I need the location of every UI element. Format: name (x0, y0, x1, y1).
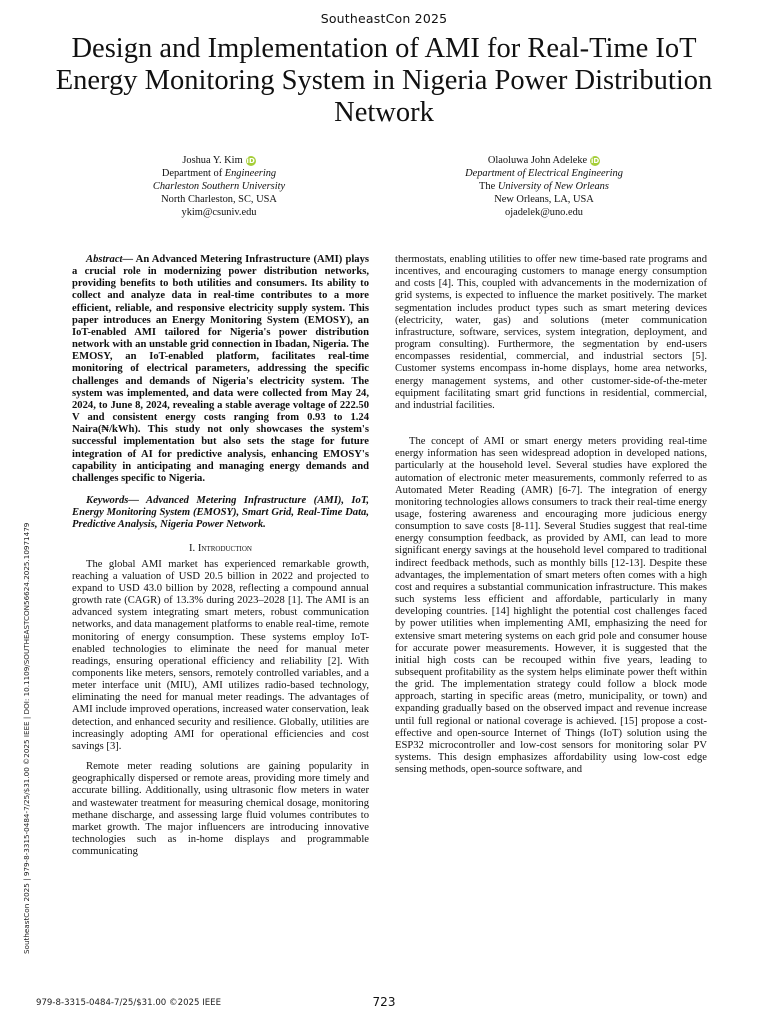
right-column (395, 254, 707, 776)
body-paragraph: The global AMI market has experienced remarkable growth, reaching a valuation of USD 20.5 billion in 2022 and projected to expand to USD 43.0 billion by 2028, reflecting a compound annual growth rate (CAGR) of 13.3% during 2023–2028 [1]. The AMI is an advanced system integrating smart meters, robust communication networks, and data management platforms to enable real-time, remote monitoring of energy consumption. These systems employ IoT-enabled technologies to eliminate the need for manual meter readings, ensuring operational efficiency and reliability [2]. With components like meters, sensors, remotely controlled variables, and a meter interface unit (MIU), AMI utilizes radio-based technology, eliminating the need for manual meter readings. The advantages of AMI include improved operations, increased water conservation, leak detection, and enhanced security and resilience. Globally, utilities are increasingly adopting AMI for operational efficiencies and cost savings [3]. (72, 558, 369, 752)
author-location: North Charleston, SC, USA (161, 194, 277, 205)
keywords-text: Advanced Metering Infrastructure (AMI), IoT, Energy Monitoring System (EMOSY), Smart Grid, Real-Time Data, Predictive Analysis, Nigeria Power Network. (72, 494, 369, 531)
page-number: 723 (372, 995, 396, 1009)
author-email[interactable]: ojadelek@uno.edu (505, 207, 583, 218)
doi-side-strip: SoutheastCon 2025 | 979-8-3315-0484-7/25/$31.00 ©2025 IEEE | DOI: 10.1109/SOUTHEASTCON56624.2025.10971479 (22, 522, 31, 954)
body-paragraph: The concept of AMI or smart energy meters providing real-time energy information has seen widespread adoption in developed nations, particularly at the household level. Several studies have explored the automation of electronic meter measurements, commonly referred to as Automated Meter Reading (AMR) [6-7]. The integration of energy monitoring technologies allows consumers to track their real-time energy usage, fostering awareness and encouraging more judicious energy consumption to save costs [8-11]. Several Studies suggest that real-time energy consumption feedback, as provided by AMI, can lead to more significant energy savings at the household level compared to traditional indirect feedback methods, such as monthly bills [12-13]. Despite these advantages, the implementation of smart meters often comes with a high cost and requires a substantial communication infrastructure. This makes such systems less efficient and affordable, particularly in many developing countries. [14] highlight the potential cost challenges faced by power utilities when implementing AMI, emphasizing the need for extensive smart metering systems on each grid pole and consumer house for accurate power measurements. However, it is suggested that the initial high costs can be recouped within five years, leading to subsequent profitability as the system helps eliminate power theft within the grid. The implementation strategy could follow a block mode approach, starting in specific areas (metro, municipality, or town) and expanding gradually based on the observed impact and revenue increase until full regional or national coverage is achieved. [15] propose a cost-effective and open-source Internet of Things (IoT) solution using the ESP32 microcontroller and low-cost sensors for monitoring solar PV systems. This design emphasizes affordability using low-cost edge sensing methods, open-source software, and (395, 436, 707, 776)
author-name: Joshua Y. Kim (182, 155, 243, 166)
author-block-2 (419, 154, 669, 219)
author-name: Olaoluwa John Adeleke (487, 155, 588, 166)
body-paragraph: Remote meter reading solutions are gaining popularity in geographically dispersed or remote areas, providing more timely and accurate billing. Additionally, using ultrasonic flow meters in water and wastewater treatment for measuring chemical dosage, monitoring methane discharge, and assessing large fluid volumes contributes to market growth. The major influencers are introducing innovative technologies such as in-home displays and programmable communicating (72, 761, 369, 858)
author-department: Department of Engineering (161, 168, 277, 179)
abstract-text: An Advanced Metering Infrastructure (AMI) plays a crucial role in modernizing power distribution networks, providing benefits to both utilities and consumers. Its ability to collect and analyze data in real-time contributes to a more efficient, reliable, and responsive electricity supply system. This paper introduces an Energy Monitoring System (EMOSY), an IoT-enabled AMI tailored for Nigeria's power distribution network with an unstable grid connection in Ibadan, Nigeria. The EMOSY, an IoT-enabled platform, facilitates real-time monitoring of electrical parameters, addressing the specific challenges and demands of Nigeria's electricity system. The system was implemented, and data were collected from May 24, 2024, to June 8, 2024, revealing a stable average voltage of 222.50 V and consistent energy costs ranging from 0.93 to 1.24 Naira(₦/kWh). This study not only showcases the system's successful implementation but also sets the stage for future integration of AI for predictive analysis, enhancing EMOSY's capability in anticipating and managing energy demands and challenges specific to Nigeria. (72, 254, 369, 484)
author-university: Charleston Southern University (152, 181, 286, 192)
conference-header: SoutheastCon 2025 (320, 11, 448, 26)
section-heading: I. Introduction (189, 543, 252, 555)
author-block-1 (94, 154, 344, 219)
left-column (72, 254, 369, 858)
footer-copyright: 979-8-3315-0484-7/25/$31.00 ©2025 IEEE (36, 998, 222, 1008)
orcid-icon[interactable]: iD (246, 157, 255, 165)
body-paragraph: thermostats, enabling utilities to offer new time-based rate programs and incentives, and encouraging customers to manage energy consumption and costs [4]. This, coupled with advancements in the modernization of grid systems, is expected to influence the market positively. The market segmentation includes product types such as smart metering devices (electricity, water, gas) and solutions (meter communication infrastructure, software, services, system integration, deployment, and program consulting). Furthermore, the segmentation by end-users encompasses residential, commercial, and industrial sectors [5]. Customer systems encompass in-home displays, home area networks, energy management systems, and other customer-side-of-the-meter equipment facilitating smart grid functions in residential, commercial, and industrial facilities. (395, 254, 707, 411)
abstract-label: Abstract— (86, 254, 134, 265)
keywords-label: Keywords— (86, 494, 139, 506)
paper-title: Design and Implementation of AMI for Real-Time IoT Energy Monitoring System in Nigeria Power Distribution Network (55, 33, 713, 128)
author-department: Department of Electrical Engineering (465, 168, 623, 179)
orcid-icon[interactable]: iD (591, 157, 600, 165)
keywords (72, 495, 369, 531)
author-email[interactable]: ykim@csuniv.edu (181, 207, 257, 218)
author-university: The University of New Orleans (479, 181, 609, 192)
author-location: New Orleans, LA, USA (494, 194, 594, 205)
author-name-line (94, 154, 344, 167)
author-name-line (419, 154, 669, 167)
abstract (72, 254, 369, 485)
